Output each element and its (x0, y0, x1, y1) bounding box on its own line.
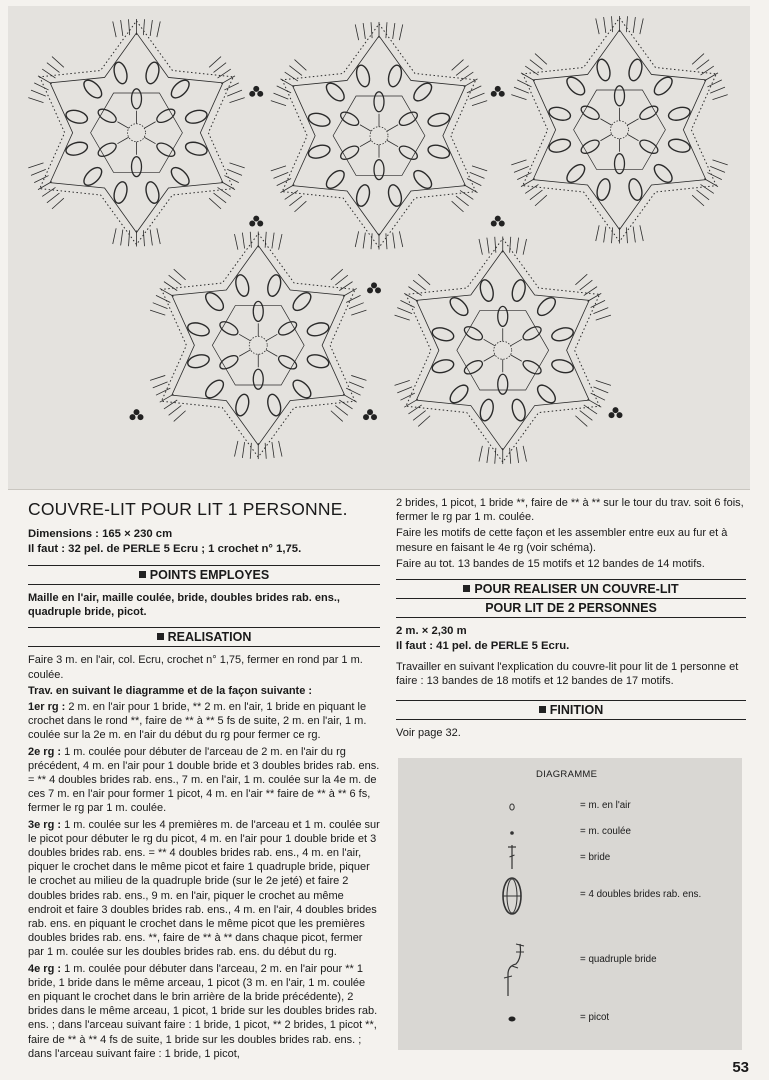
row-4: 4e rg : 1 m. coulée pour débuter dans l'arceau, 2 m. en l'air pour ** 1 bride, 1 bride dans le même arceau, 1 picot (3 m. en l'air, 1 m. coulée en piquant le crochet dans le brin arrière de la bride précédente), 2 brides dans le même arceau, 1 picot, 1 bride sur les doubles brides rab. ens. ; dans l'arceau suivant faire : 1 bride, 1 picot, ** 2 brides, 1 picot **, faire de ** à ** 4 fs de suite, 1 bride sur les doubles brides rab. ens. ; dans l'arceau suivant faire : 1 bride, 1 picot, (28, 962, 378, 1060)
crochet-motif-diagram (8, 6, 750, 490)
crochet-motif (150, 232, 366, 460)
realisation-heading: REALISATION (28, 627, 380, 647)
legend-item-picot: = picot (398, 1004, 742, 1034)
crochet-motif (395, 237, 611, 465)
crochet-motif (271, 22, 487, 250)
dimensions (28, 527, 380, 542)
row-2: 2e rg : 1 m. coulée pour débuter de l'arceau de 2 m. en l'air du rg précédent, 4 m. en l'air pour 1 double bride et 3 doubles brides rab. ens. = ** 4 doubles brides rab. ens., 7 m. en l'air, 1 m. coulée sur la 4e m. de ces 7 m. en l'air pour former 1 picot, 4 m. en l'air ** faire de ** à ** 6 fs, fermer le rg par 1 m. coulée. (28, 745, 380, 815)
crochet-motif (511, 16, 727, 244)
join-picot-icon (367, 282, 381, 293)
treble-icon (492, 842, 532, 872)
diagram-legend (398, 758, 742, 1050)
dimensions-label: Dimensions : (28, 528, 99, 540)
legend-item-treble: = bride (398, 842, 742, 872)
square-bullet-icon (463, 585, 470, 592)
square-bullet-icon (139, 571, 146, 578)
row-1: 1er rg : 2 m. en l'air pour 1 bride, ** 2 m. en l'air, 1 bride en piquant le crochet dans le rond **, faire de ** à ** 5 fs de suite, 2 m. en l'air, 1 m. coulée sur la 2e m. en l'air du début du rg pour fermer ce rg. (28, 701, 367, 742)
assembly-paragraph: Faire les motifs de cette façon et les assembler entre eux au fur et à mesure en faisant le 4e rg (voir schéma). (396, 527, 728, 554)
trav-label: Trav. en suivant le diagramme et de la façon suivante : (28, 684, 313, 697)
two-persons-text: Travailler en suivant l'explication du couvre-lit pour lit de 1 personne et faire : 13 bandes de 18 motifs et 12 bandes de 17 motifs. (396, 661, 739, 688)
square-bullet-icon (539, 706, 546, 713)
page-number: 53 (732, 1059, 749, 1076)
quadruple-treble-icon (492, 938, 532, 998)
join-picot-icon (249, 86, 263, 97)
square-bullet-icon (157, 633, 164, 640)
crochet-motif (28, 19, 244, 247)
cluster-icon (492, 874, 532, 918)
join-picot-icon (491, 216, 505, 227)
page-title: COUVRE-LIT POUR LIT 1 PERSONNE. (28, 499, 348, 519)
finition-heading: FINITION (396, 700, 746, 720)
total-paragraph: Faire au tot. 13 bandes de 15 motifs et 12 bandes de 14 motifs. (396, 557, 705, 570)
right-column-text (396, 496, 746, 571)
dimensions-value: 165 × 230 cm (102, 528, 173, 540)
legend-item-slip: = m. coulée (398, 818, 742, 848)
join-picot-icon (249, 216, 263, 227)
left-column (28, 496, 380, 1063)
row-3: 3e rg : 1 m. coulée sur les 4 premières m. de l'arceau et 1 m. coulée sur le picot pour débuter le rg du picot, 4 m. en l'air pour 1 double bride et 3 doubles brides rab. ens. = ** 4 doubles brides rab. ens., 4 m. en l'air, piquer le crochet dans le même picot et faire 1 quadruple bride, piquer le crochet au milieu de la quadruple bride (sur le 2e jeté) et faire 2 doubles brides rab. ens., 9 m. en l'air, piquer le crochet au même endroit et faire 3 doubles brides rab. ens., 4 m. en l'air, 4 doubles brides rab. ens. en piquant le crochet dans le même picot que les premières doubles brides rab. ens. **, faire de ** à ** dans chaque picot, fermer par 1 m. coulée sur les doubles brides rab. ens. du début du rg. (28, 818, 380, 959)
points-text: Maille en l'air, maille coulée, bride, doubles brides rab. ens., quadruple bride, picot. (28, 592, 340, 619)
join-picot-icon (491, 86, 505, 97)
right-column (396, 496, 746, 741)
two-persons-dimensions: 2 m. × 2,30 m (396, 625, 467, 638)
materials: Il faut : 32 pel. de PERLE 5 Ecru ; 1 crochet n° 1,75. (28, 543, 302, 555)
join-picot-icon (363, 409, 377, 420)
legend-item-quadruple: = quadruple bride (398, 938, 742, 998)
intro-paragraph: Faire 3 m. en l'air, col. Ecru, crochet n° 1,75, fermer en rond par 1 m. coulée. (28, 654, 363, 681)
join-picot-icon (609, 407, 623, 418)
two-persons-heading: POUR REALISER UN COUVRE-LIT POUR LIT DE 2 PERSONNES (396, 579, 746, 618)
join-picot-icon (130, 409, 144, 420)
legend-item-chain: = m. en l'air (398, 792, 742, 822)
legend-title: DIAGRAMME (536, 769, 598, 780)
legend-item-cluster: = 4 doubles brides rab. ens. (398, 874, 742, 918)
points-heading: POINTS EMPLOYES (28, 565, 380, 585)
two-persons-materials: Il faut : 41 pel. de PERLE 5 Ecru. (396, 640, 570, 653)
picot-icon (492, 1004, 532, 1034)
row-4-continued: 2 brides, 1 picot, 1 bride **, faire de ** à ** sur le tour du trav. soit 6 fois, fermer le rg par 1 m. coulée. (396, 497, 744, 524)
realisation-body (28, 653, 380, 1061)
finition-text: Voir page 32. (396, 727, 461, 740)
